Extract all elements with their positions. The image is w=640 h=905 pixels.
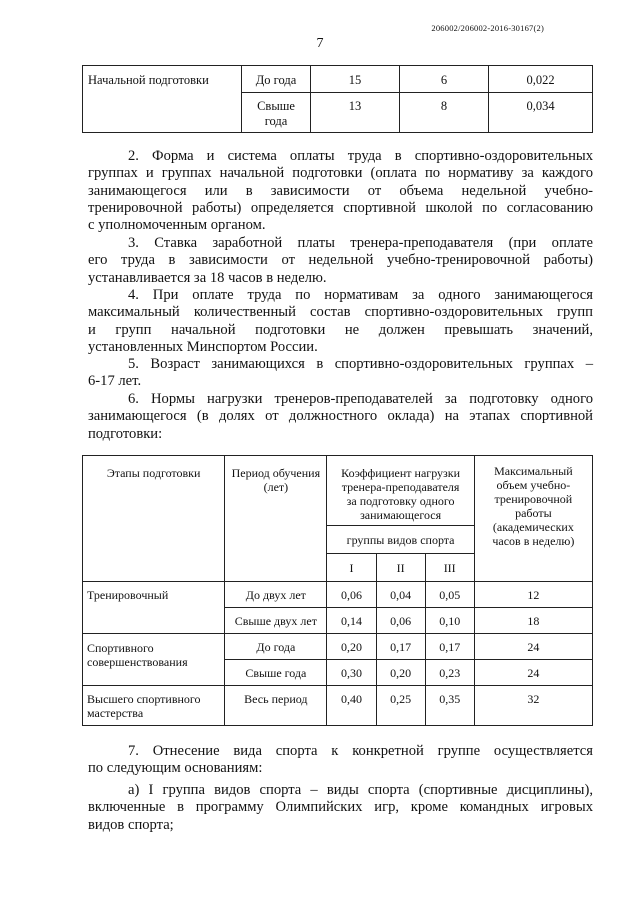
value-cell: 0,25 (376, 686, 425, 726)
value-cell: 0,20 (327, 634, 376, 660)
period-line: Свыше (257, 99, 295, 113)
stage-cell: Тренировочный (83, 582, 225, 634)
header-line: Период обучения (231, 466, 321, 480)
header-line: Максимальный (494, 464, 573, 478)
header-line: тренера-преподавателя (341, 480, 460, 494)
header-line: работы (515, 506, 552, 520)
paragraph-4 (88, 287, 593, 356)
text-line: а) I группа видов спорта – виды спорта (спортивные дисциплины), (128, 782, 593, 798)
value-cell: 0,04 (376, 582, 425, 608)
text-line: 7. Отнесение вида спорта к конкретной группе осуществляется (128, 743, 593, 759)
table-row (83, 66, 593, 93)
value-cell: 0,10 (425, 608, 474, 634)
header-line: часов в неделю) (492, 534, 575, 548)
stage-line: Высшего спортивного (87, 692, 201, 706)
text-line: его труда в зависимости от недельной учебно-тренировочной работы) (88, 252, 593, 269)
header-line: объем учебно- (496, 478, 571, 492)
value-cell: 0,034 (489, 93, 593, 133)
header-line: за подготовку одного (346, 494, 455, 508)
text-line: группах и группах начальной подготовки (оплата по нормативу за каждого (88, 165, 593, 182)
header-line: (лет) (263, 480, 289, 494)
paragraph-2 (88, 148, 593, 234)
text-line: 3. Ставка заработной платы тренера-преподавателя (при оплате (128, 235, 593, 251)
value-cell: 0,40 (327, 686, 376, 726)
text-line: максимальный количественный состав спортивно-оздоровительных групп (88, 304, 593, 321)
paragraph-5 (88, 356, 593, 391)
value-cell: 0,022 (489, 66, 593, 93)
text-line: занимающегося (в долях от должностного оклада) на этапах спортивной (88, 408, 593, 425)
max-cell: 32 (474, 686, 592, 726)
header-line: тренировочной (494, 492, 573, 506)
header-group-1: I (327, 554, 376, 582)
paragraph-6 (88, 391, 593, 443)
header-coefficient (327, 456, 474, 526)
page-number: 7 (316, 36, 324, 51)
paragraph-3 (88, 235, 593, 287)
value-cell: 0,05 (425, 582, 474, 608)
period-cell: До года (242, 66, 311, 93)
text-line: 5. Возраст занимающихся в спортивно-оздоровительных группах – (128, 356, 593, 372)
max-cell: 12 (474, 582, 592, 608)
norms-table (82, 455, 593, 726)
document-id: 206002/206002-2016-30167(2) (431, 23, 544, 33)
text-line: 4. При оплате труда по нормативам за одного занимающегося (128, 287, 593, 303)
max-cell: 24 (474, 634, 592, 660)
value-cell: 0,17 (376, 634, 425, 660)
text-line: установленных Минспортом России. (88, 338, 318, 355)
value-cell: 0,06 (327, 582, 376, 608)
header-group-2: II (376, 554, 425, 582)
stage-cell (83, 686, 225, 726)
text-line: 6. Нормы нагрузки тренеров-преподавателей за подготовку одного (128, 391, 593, 407)
max-cell: 18 (474, 608, 592, 634)
period-cell: Весь период (225, 686, 327, 726)
text-line: видов спорта; (88, 816, 174, 833)
value-cell: 0,23 (425, 660, 474, 686)
header-stages: Этапы подготовки (83, 456, 225, 582)
value-cell: 8 (400, 93, 489, 133)
stage-cell: Начальной подготовки (83, 66, 242, 133)
value-cell: 0,14 (327, 608, 376, 634)
table-row (83, 634, 593, 660)
stage-line: совершенствования (87, 655, 188, 669)
text-line: с уполномоченным органом. (88, 217, 266, 234)
text-line: по следующим основаниям: (88, 760, 263, 777)
value-cell: 15 (311, 66, 400, 93)
text-line: включенные в программу Олимпийских игр, кроме командных игровых (88, 799, 593, 816)
value-cell: 6 (400, 66, 489, 93)
text-line: и групп начальной подготовки не должен превышать значений, (88, 321, 593, 338)
paragraph-7 (88, 743, 593, 778)
value-cell: 0,35 (425, 686, 474, 726)
value-cell: 0,30 (327, 660, 376, 686)
table-row (83, 686, 593, 726)
header-groups: группы видов спорта (327, 526, 474, 554)
header-group-3: III (425, 554, 474, 582)
period-cell: Свыше двух лет (225, 608, 327, 634)
text-line: занимающегося или в зависимости от объема недельной учебно- (88, 182, 593, 199)
value-cell: 13 (311, 93, 400, 133)
value-cell: 0,06 (376, 608, 425, 634)
period-cell: До года (225, 634, 327, 660)
text-line: устанавливается за 18 часов в неделю. (88, 269, 327, 286)
stage-line: Спортивного (87, 641, 154, 655)
max-cell: 24 (474, 660, 592, 686)
header-line: занимающегося (360, 508, 442, 522)
text-line: тренировочной работы) определяется спортивной школой по согласованию (88, 199, 593, 216)
header-period (225, 456, 327, 582)
header-row (83, 456, 593, 526)
stage-line: мастерства (87, 706, 144, 720)
value-cell: 0,17 (425, 634, 474, 660)
header-line: Коэффициент нагрузки (341, 466, 461, 480)
period-cell: До двух лет (225, 582, 327, 608)
top-table (82, 65, 593, 133)
text-line: подготовки: (88, 425, 163, 442)
stage-cell (83, 634, 225, 686)
table-row (83, 582, 593, 608)
text-line: 6-17 лет. (88, 373, 142, 390)
value-cell: 0,20 (376, 660, 425, 686)
text-line: 2. Форма и система оплаты труда в спортивно-оздоровительных (128, 148, 593, 164)
period-cell (242, 93, 311, 133)
header-line: (академических (492, 520, 574, 534)
header-max-volume (474, 456, 592, 582)
period-cell: Свыше года (225, 660, 327, 686)
paragraph-a (88, 782, 593, 834)
period-line: года (264, 114, 288, 128)
